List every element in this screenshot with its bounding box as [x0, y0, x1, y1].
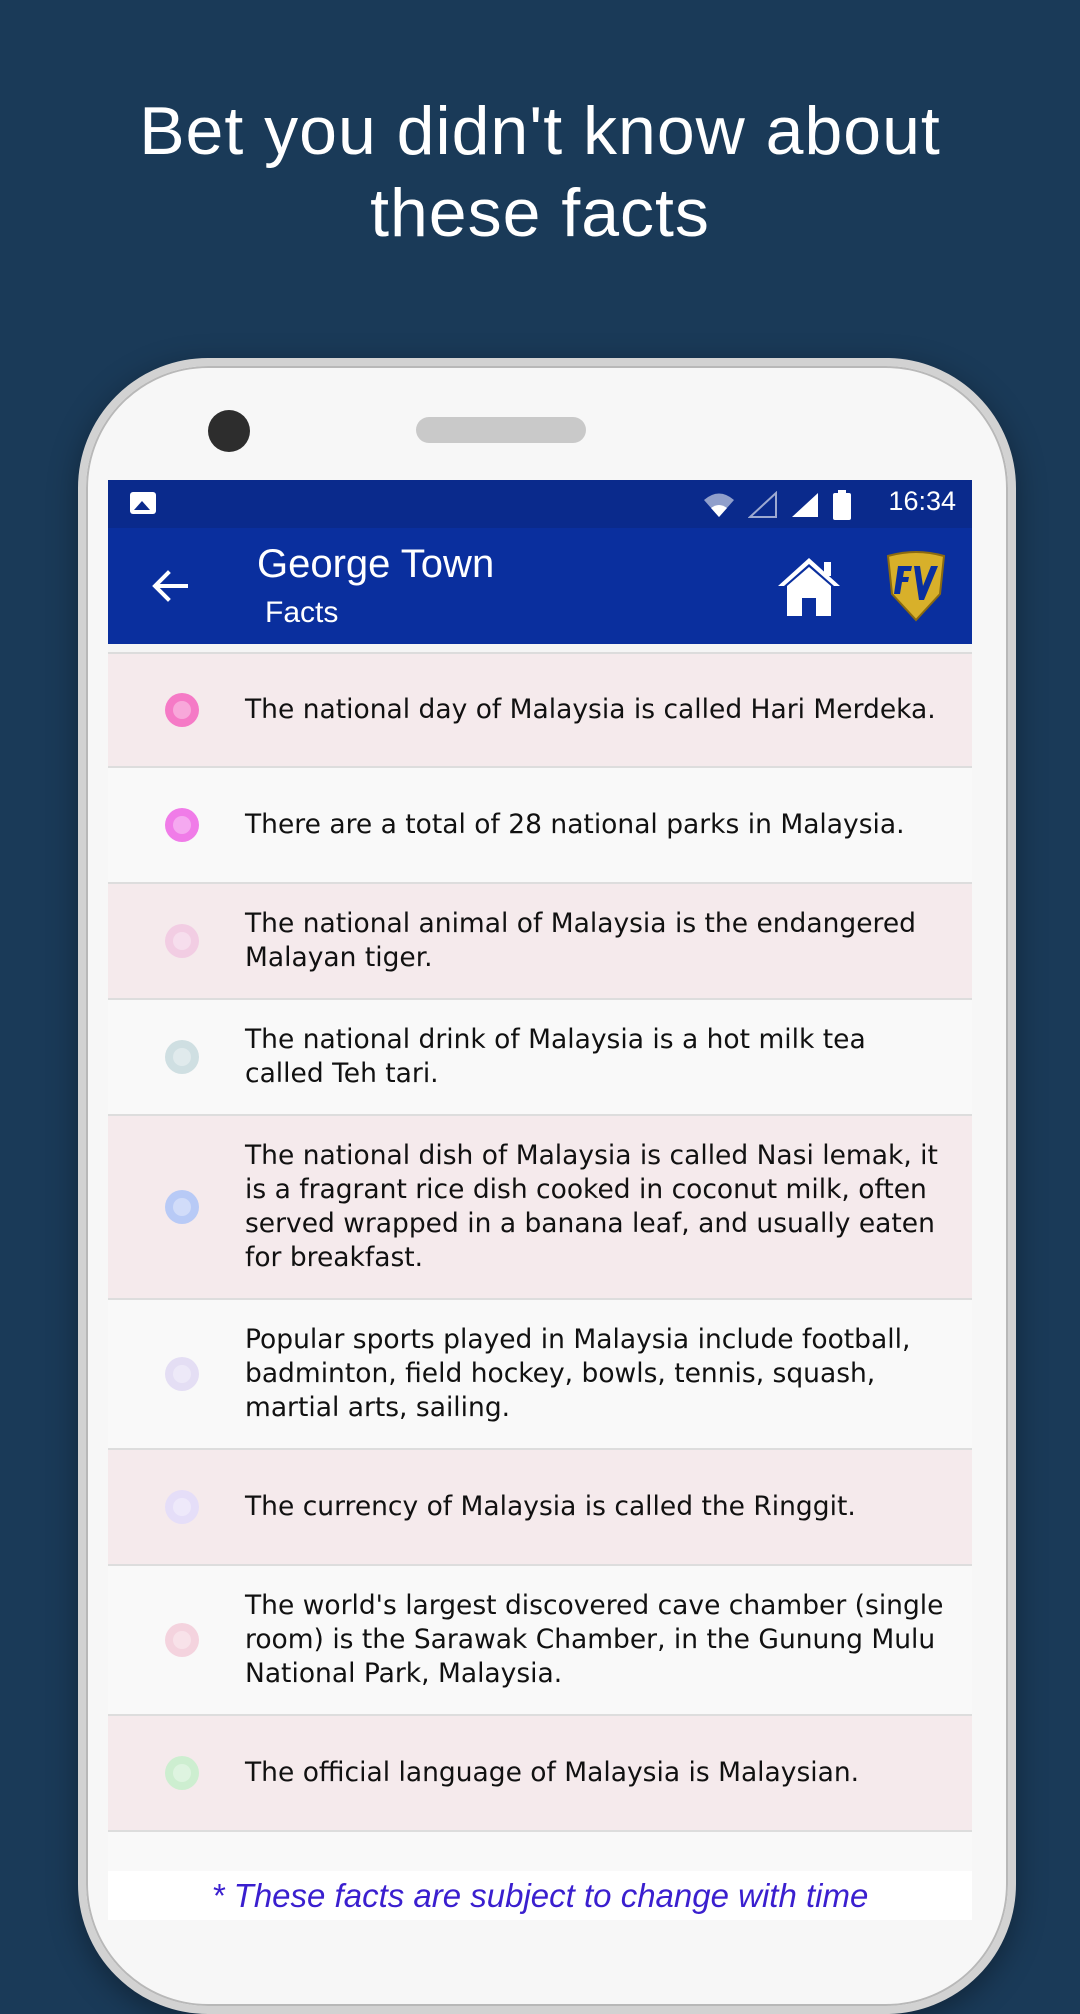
bullet-dot-icon — [165, 1623, 199, 1657]
home-icon[interactable] — [774, 554, 844, 618]
fact-text: There are a total of 28 national parks in Malaysia. — [245, 809, 905, 840]
fact-text: The national day of Malaysia is called Hari Merdeka. — [245, 694, 936, 725]
status-time: 16:34 — [888, 486, 956, 516]
bullet-dot-icon — [165, 693, 199, 727]
fact-row[interactable] — [108, 1832, 972, 1874]
bullet-dot-icon — [165, 924, 199, 958]
fact-row[interactable] — [108, 768, 972, 884]
bullet-dot-icon — [165, 808, 199, 842]
bullet-dot-icon — [165, 1490, 199, 1524]
bullet-dot-icon — [165, 1357, 199, 1391]
facts-list[interactable] — [108, 652, 972, 1874]
app-subtitle: Facts — [265, 596, 339, 629]
fact-text: Popular sports played in Malaysia include football, badminton, field hockey, bowls, tennis, squash, martial arts, sailing. — [245, 1324, 911, 1423]
fv-logo-icon[interactable] — [884, 550, 948, 622]
fact-row[interactable] — [108, 654, 972, 768]
promo-headline-line1: Bet you didn't know about — [139, 93, 941, 169]
fact-row[interactable] — [108, 884, 972, 1000]
wifi-icon — [702, 491, 736, 519]
promo-headline — [0, 90, 1080, 254]
fact-text: The official language of Malaysia is Malaysian. — [245, 1757, 860, 1788]
signal-empty-icon — [748, 491, 778, 519]
fact-row[interactable] — [108, 1450, 972, 1566]
fact-text: The currency of Malaysia is called the Ringgit. — [245, 1491, 856, 1522]
phone-speaker — [416, 417, 586, 443]
image-icon — [130, 492, 156, 514]
back-arrow-icon[interactable] — [146, 562, 194, 610]
fact-row[interactable] — [108, 1300, 972, 1450]
battery-icon — [832, 490, 852, 520]
status-bar — [108, 480, 972, 528]
app-screen — [108, 480, 972, 1920]
fact-row[interactable] — [108, 1000, 972, 1116]
fact-text: The national animal of Malaysia is the endangered Malayan tiger. — [245, 908, 916, 973]
app-bar — [108, 528, 972, 644]
bullet-dot-icon — [165, 1756, 199, 1790]
fact-text: The world's largest discovered cave chamber (single room) is the Sarawak Chamber, in the Gunung Mulu National Park, Malaysia. — [245, 1590, 944, 1689]
fact-text: The national drink of Malaysia is a hot milk tea called Teh tari. — [245, 1024, 866, 1089]
fact-row[interactable] — [108, 1566, 972, 1716]
bullet-dot-icon — [165, 1190, 199, 1224]
fact-row[interactable] — [108, 1716, 972, 1832]
promo-headline-line2: these facts — [370, 175, 710, 251]
app-title: George Town — [257, 542, 495, 586]
signal-full-icon — [790, 491, 820, 519]
fact-text: The national dish of Malaysia is called Nasi lemak, it is a fragrant rice dish cooked in coconut milk, often served wrapped in a banana leaf, and usually eaten for breakfast. — [245, 1140, 938, 1273]
status-icons — [702, 490, 852, 520]
bullet-dot-icon — [165, 1040, 199, 1074]
fact-row[interactable] — [108, 1116, 972, 1300]
phone-camera — [208, 410, 250, 452]
disclaimer-footer: * These facts are subject to change with time — [108, 1871, 972, 1920]
